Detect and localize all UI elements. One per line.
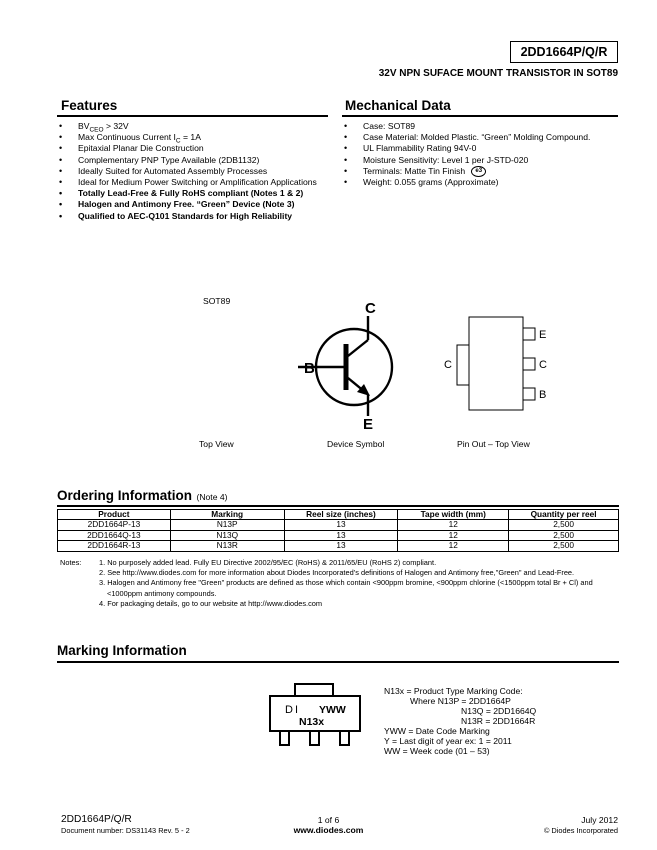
mechanical-list: [344, 121, 590, 188]
ordering-column-header: Reel size (inches): [284, 510, 398, 520]
device-symbol: [295, 296, 395, 431]
table-cell: 2,500: [509, 530, 619, 540]
table-cell: 2,500: [509, 541, 619, 551]
e3-lead-free-icon: e3: [471, 166, 486, 177]
ordering-column-header: Tape width (mm): [398, 510, 509, 520]
table-cell: 2,500: [509, 520, 619, 530]
table-cell: 13: [284, 530, 398, 540]
marking-package-icon: [268, 683, 364, 749]
ordering-column-header: Product: [58, 510, 171, 520]
footer-copyright: © Diodes Incorporated: [543, 826, 618, 835]
ordering-rule: [57, 505, 619, 507]
note-item: 1. No purposely added lead. Fully EU Directive 2002/95/EC (RoHS) & 2011/65/EU (RoHS 2) compliant.: [99, 558, 437, 567]
table-cell: 2DD1664Q-13: [58, 530, 171, 540]
marking-code-title: N13x = Product Type Marking Code:: [384, 686, 523, 696]
mechanical-item: • Terminals: Matte Tin Finish e3: [344, 166, 590, 177]
feature-item: • Max Continuous Current $I_C = 1A$: [59, 132, 317, 143]
features-heading: Features: [61, 98, 118, 113]
part-number-box: 2DD1664P/Q/R: [510, 41, 618, 63]
table-cell: 12: [398, 520, 509, 530]
mechanical-item: • Case Material: Molded Plastic. “Green” Molding Compound.: [344, 132, 590, 143]
type-code-mark: N13x: [299, 716, 325, 728]
table-row: [58, 530, 619, 540]
symbol-collector-label: C: [365, 300, 376, 317]
feature-item: • Ideally Suited for Automated Assembly Processes: [59, 166, 317, 177]
pinout-base-label: B: [539, 389, 547, 401]
notes-label: Notes:: [60, 558, 82, 567]
ordering-title: Ordering Information: [57, 488, 192, 503]
pinout-collector-right-label: C: [539, 359, 547, 371]
table-row: [58, 520, 619, 530]
table-cell: 13: [284, 541, 398, 551]
footer-part-number: 2DD1664P/Q/R: [61, 814, 132, 825]
note-item: <1000ppm antimony compounds.: [107, 588, 217, 598]
pinout-diagram: [440, 315, 550, 415]
marking-code-n13r: N13R = 2DD1664R: [461, 716, 536, 726]
table-cell: 2DD1664P-13: [58, 520, 171, 530]
table-cell: N13R: [170, 541, 284, 551]
marking-rule: [57, 661, 619, 663]
feature-item: • Qualified to AEC-Q101 Standards for High Reliability: [59, 211, 317, 222]
table-cell: 12: [398, 541, 509, 551]
date-code-title: YWW = Date Code Marking: [384, 726, 490, 736]
table-cell: N13Q: [170, 530, 284, 540]
mechanical-item: • Case: SOT89: [344, 121, 590, 132]
footer-page: 1 of 6: [317, 815, 340, 825]
footer-document-number: Document number: DS31143 Rev. 5 - 2: [61, 826, 190, 835]
ordering-table: [57, 509, 619, 552]
week-code-desc: WW = Week code (01 – 53): [384, 746, 490, 756]
mechanical-item: • Moisture Sensitivity: Level 1 per J-STD-020: [344, 155, 590, 166]
ordering-header-row: [58, 510, 619, 520]
pinout-collector-left-label: C: [444, 359, 452, 371]
pinout-emitter-label: E: [539, 329, 547, 341]
symbol-emitter-label: E: [363, 416, 374, 431]
features-list: [59, 121, 317, 222]
ordering-column-header: Marking: [170, 510, 284, 520]
top-view-caption: Top View: [199, 439, 234, 449]
ordering-heading: [57, 487, 228, 505]
footer-website[interactable]: www.diodes.com: [293, 825, 364, 835]
notes-list: [99, 558, 619, 609]
marking-code-n13q: N13Q = 2DD1664Q: [461, 706, 537, 716]
ordering-note-ref: (Note 4): [196, 492, 228, 502]
note-item: 2. See http://www.diodes.com for more information about Diodes Incorporated’s definitions of Halogen and Antimony free,"Green" and Lead-Free.: [99, 568, 575, 578]
table-cell: 13: [284, 520, 398, 530]
date-code-mark: YWW: [319, 704, 346, 716]
device-symbol-caption: Device Symbol: [327, 439, 385, 449]
ordering-column-header: Quantity per reel: [509, 510, 619, 520]
feature-item: • $BV_{CEO} > 32V$: [59, 121, 317, 132]
feature-item: • Ideal for Medium Power Switching or Amplification Applications: [59, 177, 317, 188]
document-subtitle: 32V NPN SUFACE MOUNT TRANSISTOR IN SOT89: [378, 68, 618, 79]
table-cell: 2DD1664R-13: [58, 541, 171, 551]
table-row: [58, 541, 619, 551]
note-item: 4. For packaging details, go to our website at http://www.diodes.com: [99, 598, 323, 608]
feature-item: • Totally Lead-Free & Fully RoHS compliant (Notes 1 & 2): [59, 188, 317, 199]
mechanical-item: • Weight: 0.055 grams (Approximate): [344, 177, 590, 188]
mechanical-item: • UL Flammability Rating 94V-0: [344, 143, 590, 154]
mechanical-rule: [342, 115, 618, 117]
year-code-desc: Y = Last digit of year ex: 1 = 2011: [384, 736, 512, 746]
note-item: 3. Halogen and Antimony free "Green" products are defined as those which contain <900ppm bromine, <900ppm chlorine (<1500ppm total Br + Cl) and: [99, 578, 593, 588]
footer-date: July 2012: [581, 815, 618, 825]
symbol-base-label: B: [304, 360, 315, 377]
marking-heading: Marking Information: [57, 643, 187, 658]
feature-item: • Halogen and Antimony Free. “Green” Device (Note 3): [59, 199, 317, 210]
package-label: SOT89: [203, 296, 231, 306]
features-rule: [57, 115, 328, 117]
feature-item: • Complementary PNP Type Available (2DB1132): [59, 155, 317, 166]
diodes-logo-mark: DI: [285, 704, 300, 716]
table-cell: 12: [398, 530, 509, 540]
mechanical-heading: Mechanical Data: [345, 98, 451, 113]
pinout-caption: Pin Out – Top View: [457, 439, 530, 449]
table-cell: N13P: [170, 520, 284, 530]
feature-item: • Epitaxial Planar Die Construction: [59, 143, 317, 154]
marking-code-n13p: Where N13P = 2DD1664P: [410, 696, 511, 706]
